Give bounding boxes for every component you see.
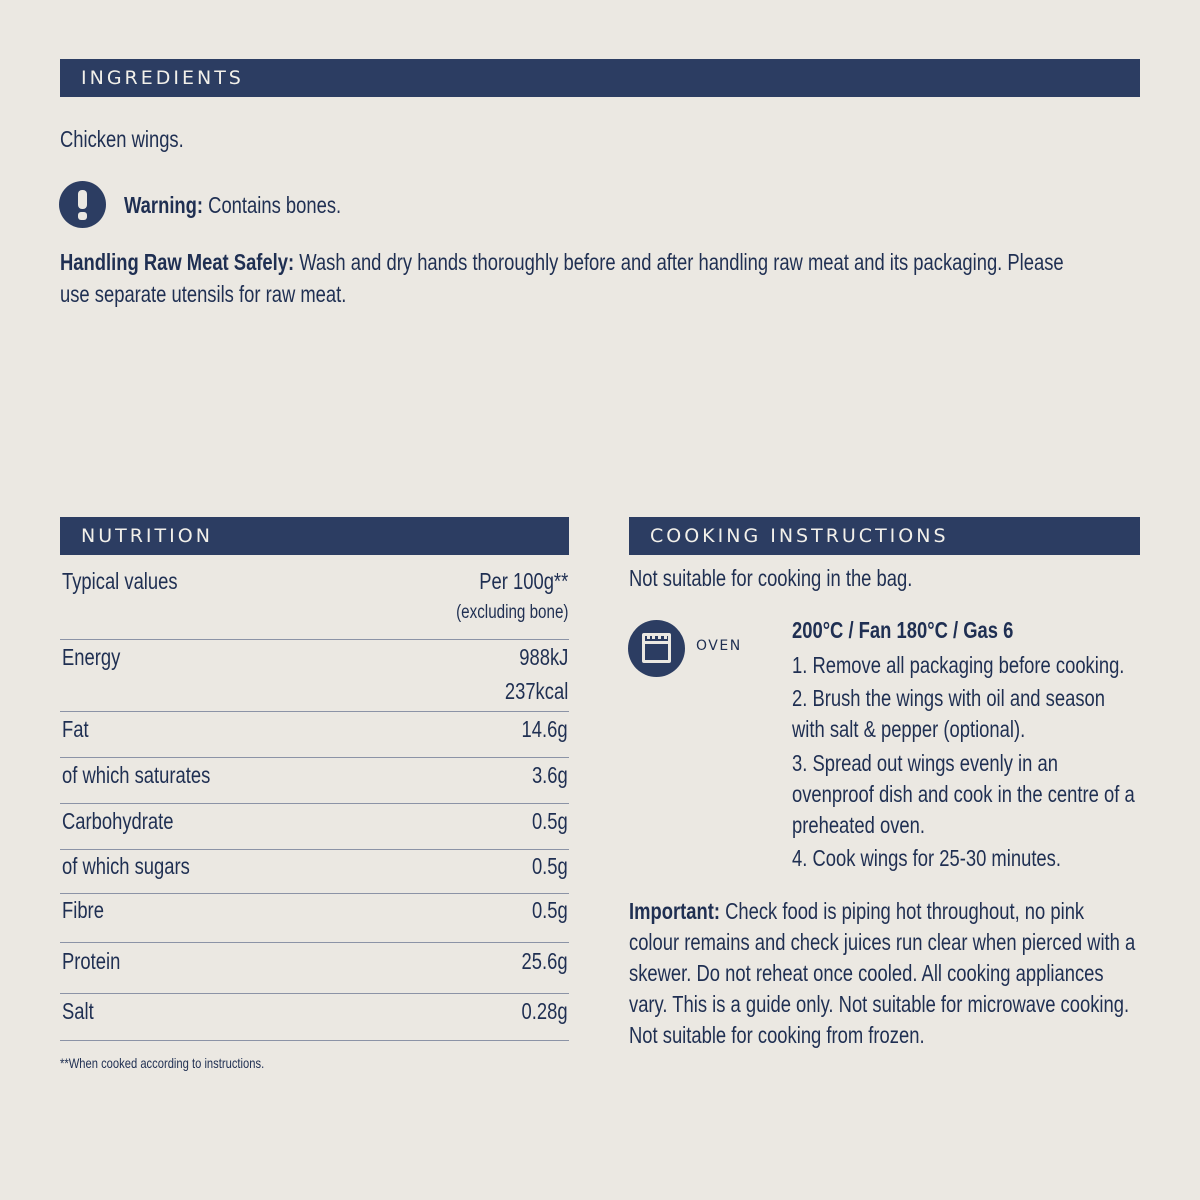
warning-text: Warning: Contains bones.	[124, 192, 342, 218]
important-line: colour remains and check juices run clear when pierced with a	[629, 929, 1136, 955]
handling-line-2: use separate utensils for raw meat.	[60, 281, 347, 307]
per-100g-label: Per 100g**	[479, 568, 568, 594]
nutrition-heading-bar	[60, 517, 569, 555]
nutrition-row-fat: Fat 14.6g	[60, 712, 569, 758]
cooking-step-line: ovenproof dish and cook in the centre of a	[792, 781, 1135, 807]
oven-icon	[628, 620, 685, 677]
not-suitable-bag-text: Not suitable for cooking in the bag.	[629, 565, 913, 591]
nutrition-row-sugars: of which sugars 0.5g	[60, 850, 569, 894]
cooking-step-line: 4. Cook wings for 25-30 minutes.	[792, 845, 1061, 871]
ingredients-heading-bar	[60, 59, 1140, 97]
ingredients-text: Chicken wings.	[60, 126, 184, 152]
excluding-bone-note: (excluding bone)	[455, 602, 568, 623]
important-line: vary. This is a guide only. Not suitable for microwave cooking.	[629, 991, 1130, 1017]
oven-temperatures: 200°C / Fan 180°C / Gas 6	[792, 617, 1014, 643]
cooking-step-line: 1. Remove all packaging before cooking.	[792, 652, 1125, 678]
handling-line-1: Handling Raw Meat Safely: Wash and dry hands thoroughly before and after handling raw meat and its packaging. Please	[60, 249, 1064, 275]
nutrition-row-salt: Salt 0.28g	[60, 994, 569, 1041]
nutrition-row-carbohydrate: Carbohydrate 0.5g	[60, 804, 569, 850]
important-line: skewer. Do not reheat once cooled. All cooking appliances	[629, 960, 1104, 986]
cooking-step-line: 3. Spread out wings evenly in an	[792, 750, 1058, 776]
cooking-step-line: with salt & pepper (optional).	[792, 716, 1026, 742]
nutrition-footnote: **When cooked according to instructions.	[60, 1055, 265, 1071]
warning-icon	[59, 181, 106, 228]
important-line: Important: Check food is piping hot throughout, no pink	[629, 898, 1085, 924]
cooking-heading: COOKING INSTRUCTIONS	[650, 525, 949, 547]
nutrition-heading: NUTRITION	[81, 525, 213, 547]
ingredients-heading: INGREDIENTS	[81, 67, 244, 89]
nutrition-row-protein: Protein 25.6g	[60, 943, 569, 994]
nutrition-header-row	[60, 566, 569, 640]
oven-label: OVEN	[696, 638, 742, 654]
cooking-heading-bar	[629, 517, 1140, 555]
typical-values-label: Typical values	[62, 568, 178, 594]
nutrition-row-saturates: of which saturates 3.6g	[60, 758, 569, 804]
nutrition-row-energy: Energy 988kJ 237kcal	[60, 640, 569, 712]
nutrition-row-fibre: Fibre 0.5g	[60, 894, 569, 943]
cooking-step-line: 2. Brush the wings with oil and season	[792, 685, 1105, 711]
important-line: Not suitable for cooking from frozen.	[629, 1022, 925, 1048]
cooking-step-line: preheated oven.	[792, 812, 925, 838]
